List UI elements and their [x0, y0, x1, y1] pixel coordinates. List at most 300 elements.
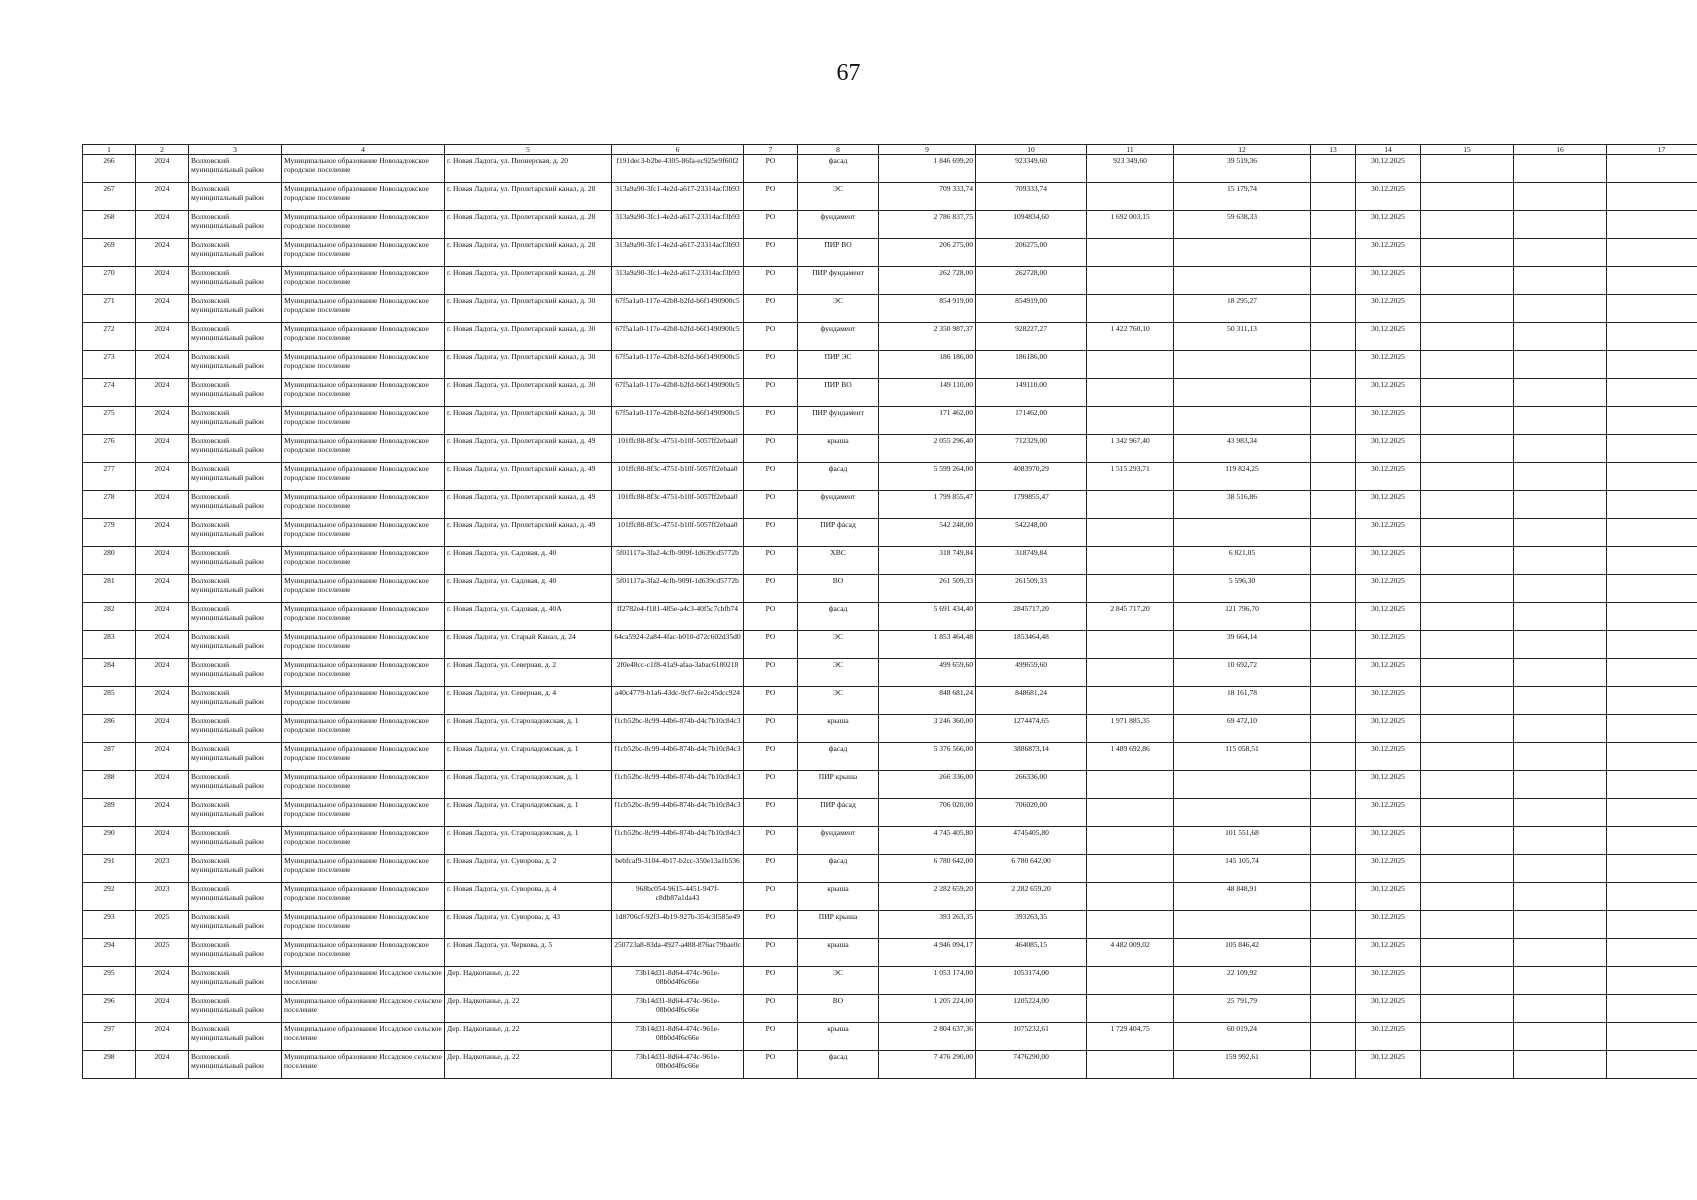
cell-year: 2025: [136, 939, 189, 967]
cell-col-17: [1607, 1051, 1697, 1079]
cell-cost-extra: 43 983,34: [1174, 435, 1311, 463]
cell-program: РО: [744, 603, 798, 631]
cell-cost-extra: 50 311,13: [1174, 323, 1311, 351]
cell-cost-extra: [1174, 519, 1311, 547]
cell-cost-extra: 60 019,24: [1174, 1023, 1311, 1051]
cell-col-16: [1514, 379, 1607, 407]
table-row: [83, 547, 1697, 575]
cell-row-number: 269: [83, 239, 136, 267]
column-header-8: 8: [798, 145, 879, 155]
table-row: [83, 687, 1697, 715]
cell-cost-extra: 39 664,14: [1174, 631, 1311, 659]
cell-col-16: [1514, 575, 1607, 603]
cell-row-number: 266: [83, 155, 136, 183]
table-row: [83, 1051, 1697, 1079]
cell-house-guid: 101ffc88-8f3c-4751-b10f-5057ff2ebaa0: [612, 435, 744, 463]
cell-municipality: Муниципальное образование Новоладожское городское поселение: [282, 827, 445, 855]
table-row: [83, 715, 1697, 743]
cell-program: РО: [744, 547, 798, 575]
cell-col-13: [1311, 379, 1356, 407]
cell-district: Волховский муниципальный район: [189, 939, 282, 967]
cell-municipality: Муниципальное образование Новоладожское городское поселение: [282, 575, 445, 603]
cell-col-13: [1311, 659, 1356, 687]
cell-cost-extra: [1174, 267, 1311, 295]
cell-col-13: [1311, 603, 1356, 631]
cell-col-13: [1311, 1023, 1356, 1051]
cell-col-16: [1514, 547, 1607, 575]
cell-cost-fund: 928227,27: [976, 323, 1087, 351]
cell-municipality: Муниципальное образование Новоладожское городское поселение: [282, 379, 445, 407]
cell-cost-extra: 69 472,10: [1174, 715, 1311, 743]
cell-municipality: Муниципальное образование Новоладожское городское поселение: [282, 687, 445, 715]
cell-cost-fund: 1053174,00: [976, 967, 1087, 995]
cell-col-17: [1607, 715, 1697, 743]
cell-col-15: [1421, 379, 1514, 407]
cell-work-type: ВО: [798, 575, 879, 603]
cell-district: Волховский муниципальный район: [189, 519, 282, 547]
cell-district: Волховский муниципальный район: [189, 995, 282, 1023]
cell-program: РО: [744, 883, 798, 911]
cell-col-13: [1311, 211, 1356, 239]
register-table: [82, 144, 1697, 1079]
cell-total-cost: 706 020,00: [879, 799, 976, 827]
cell-address: г. Новая Ладога, ул. Пролетарский канал, д. 28: [445, 239, 612, 267]
cell-municipality: Муниципальное образование Новоладожское городское поселение: [282, 323, 445, 351]
cell-total-cost: 854 919,00: [879, 295, 976, 323]
cell-row-number: 272: [83, 323, 136, 351]
table-row: [83, 183, 1697, 211]
cell-total-cost: 709 333,74: [879, 183, 976, 211]
cell-col-17: [1607, 547, 1697, 575]
cell-district: Волховский муниципальный район: [189, 407, 282, 435]
table-row: [83, 883, 1697, 911]
cell-total-cost: 2 804 637,36: [879, 1023, 976, 1051]
cell-cost-owners: 1 692 003,15: [1087, 211, 1174, 239]
cell-address: Дер. Надкопанье, д. 22: [445, 1051, 612, 1079]
cell-cost-fund: 712329,00: [976, 435, 1087, 463]
cell-row-number: 278: [83, 491, 136, 519]
cell-row-number: 291: [83, 855, 136, 883]
cell-col-15: [1421, 1023, 1514, 1051]
cell-cost-extra: [1174, 911, 1311, 939]
cell-cost-fund: 3886873,14: [976, 743, 1087, 771]
cell-col-15: [1421, 827, 1514, 855]
cell-col-13: [1311, 463, 1356, 491]
cell-col-16: [1514, 659, 1607, 687]
cell-col-13: [1311, 267, 1356, 295]
cell-year: 2025: [136, 911, 189, 939]
cell-work-type: ЭС: [798, 183, 879, 211]
cell-municipality: Муниципальное образование Новоладожское городское поселение: [282, 491, 445, 519]
cell-municipality: Муниципальное образование Новоладожское городское поселение: [282, 911, 445, 939]
cell-work-type: ЭС: [798, 295, 879, 323]
cell-cost-extra: 25 791,79: [1174, 995, 1311, 1023]
cell-cost-owners: [1087, 407, 1174, 435]
cell-cost-extra: 48 848,91: [1174, 883, 1311, 911]
cell-address: г. Новая Ладога, ул. Пролетарский канал, д. 49: [445, 519, 612, 547]
cell-address: г. Новая Ладога, ул. Староладожская, д. 1: [445, 799, 612, 827]
cell-year: 2024: [136, 715, 189, 743]
cell-row-number: 274: [83, 379, 136, 407]
cell-municipality: Муниципальное образование Новоладожское городское поселение: [282, 155, 445, 183]
cell-program: РО: [744, 267, 798, 295]
cell-row-number: 282: [83, 603, 136, 631]
cell-total-cost: 262 728,00: [879, 267, 976, 295]
column-header-14: 14: [1356, 145, 1421, 155]
cell-total-cost: 1 846 699,20: [879, 155, 976, 183]
cell-col-16: [1514, 323, 1607, 351]
cell-address: г. Новая Ладога, ул. Пролетарский канал, д. 49: [445, 491, 612, 519]
cell-cost-fund: 1274474,65: [976, 715, 1087, 743]
cell-program: РО: [744, 463, 798, 491]
cell-district: Волховский муниципальный район: [189, 827, 282, 855]
cell-total-cost: 6 780 642,00: [879, 855, 976, 883]
cell-deadline: 30.12.2025: [1356, 155, 1421, 183]
cell-row-number: 298: [83, 1051, 136, 1079]
cell-col-16: [1514, 911, 1607, 939]
cell-municipality: Муниципальное образование Новоладожское городское поселение: [282, 351, 445, 379]
cell-row-number: 268: [83, 211, 136, 239]
cell-district: Волховский муниципальный район: [189, 183, 282, 211]
cell-year: 2024: [136, 267, 189, 295]
cell-row-number: 273: [83, 351, 136, 379]
cell-district: Волховский муниципальный район: [189, 155, 282, 183]
cell-col-13: [1311, 1051, 1356, 1079]
cell-cost-extra: [1174, 407, 1311, 435]
cell-program: РО: [744, 827, 798, 855]
cell-address: г. Новая Ладога, ул. Староладожская, д. 1: [445, 771, 612, 799]
cell-cost-extra: 22 109,92: [1174, 967, 1311, 995]
cell-col-17: [1607, 407, 1697, 435]
column-header-9: 9: [879, 145, 976, 155]
cell-col-17: [1607, 631, 1697, 659]
table-row: [83, 295, 1697, 323]
cell-cost-fund: 2845717,20: [976, 603, 1087, 631]
cell-municipality: Муниципальное образование Новоладожское городское поселение: [282, 771, 445, 799]
cell-cost-owners: 1 729 404,75: [1087, 1023, 1174, 1051]
cell-total-cost: 171 462,00: [879, 407, 976, 435]
cell-cost-extra: 119 824,25: [1174, 463, 1311, 491]
table-row: [83, 1023, 1697, 1051]
cell-cost-owners: [1087, 771, 1174, 799]
cell-cost-owners: [1087, 379, 1174, 407]
cell-total-cost: 3 246 360,00: [879, 715, 976, 743]
cell-col-15: [1421, 155, 1514, 183]
cell-work-type: ЭС: [798, 659, 879, 687]
table-row: [83, 575, 1697, 603]
cell-municipality: Муниципальное образование Иссадское сельское поселение: [282, 1051, 445, 1079]
cell-program: РО: [744, 967, 798, 995]
cell-col-16: [1514, 239, 1607, 267]
cell-col-17: [1607, 687, 1697, 715]
cell-work-type: ПИР фасад: [798, 519, 879, 547]
cell-col-16: [1514, 967, 1607, 995]
cell-address: Дер. Надкопанье, д. 22: [445, 1023, 612, 1051]
table-row: [83, 155, 1697, 183]
cell-year: 2024: [136, 995, 189, 1023]
cell-row-number: 281: [83, 575, 136, 603]
cell-house-guid: ff2782e4-f181-485e-a4c3-40f5c7cbfb74: [612, 603, 744, 631]
cell-deadline: 30.12.2025: [1356, 911, 1421, 939]
cell-col-17: [1607, 575, 1697, 603]
cell-house-guid: f1cb52bc-8c99-44b6-874b-d4c7b10c84c3: [612, 799, 744, 827]
cell-col-15: [1421, 183, 1514, 211]
table-row: [83, 603, 1697, 631]
cell-col-13: [1311, 155, 1356, 183]
cell-cost-fund: 1094834,60: [976, 211, 1087, 239]
cell-address: г. Новая Ладога, ул. Пионерская, д. 20: [445, 155, 612, 183]
cell-program: РО: [744, 1023, 798, 1051]
cell-cost-owners: 1 515 293,71: [1087, 463, 1174, 491]
cell-municipality: Муниципальное образование Новоладожское городское поселение: [282, 519, 445, 547]
cell-address: г. Новая Ладога, ул. Пролетарский канал, д. 28: [445, 211, 612, 239]
cell-col-13: [1311, 491, 1356, 519]
cell-col-13: [1311, 715, 1356, 743]
cell-address: г. Новая Ладога, ул. Пролетарский канал, д. 30: [445, 323, 612, 351]
cell-work-type: ПИР фасад: [798, 799, 879, 827]
cell-col-13: [1311, 883, 1356, 911]
cell-house-guid: f1cb52bc-8c99-44b6-874b-d4c7b10c84c3: [612, 715, 744, 743]
cell-row-number: 293: [83, 911, 136, 939]
cell-col-17: [1607, 855, 1697, 883]
cell-district: Волховский муниципальный район: [189, 351, 282, 379]
cell-deadline: 30.12.2025: [1356, 715, 1421, 743]
cell-col-17: [1607, 743, 1697, 771]
cell-district: Волховский муниципальный район: [189, 379, 282, 407]
cell-cost-owners: [1087, 267, 1174, 295]
cell-district: Волховский муниципальный район: [189, 295, 282, 323]
cell-work-type: фундамент: [798, 211, 879, 239]
cell-work-type: фундамент: [798, 827, 879, 855]
cell-total-cost: 149 110,00: [879, 379, 976, 407]
cell-deadline: 30.12.2025: [1356, 771, 1421, 799]
table-row: [83, 267, 1697, 295]
cell-cost-extra: [1174, 351, 1311, 379]
column-header-7: 7: [744, 145, 798, 155]
cell-row-number: 287: [83, 743, 136, 771]
cell-cost-fund: 1205224,00: [976, 995, 1087, 1023]
cell-work-type: фасад: [798, 743, 879, 771]
column-header-12: 12: [1174, 145, 1311, 155]
cell-municipality: Муниципальное образование Новоладожское городское поселение: [282, 883, 445, 911]
cell-municipality: Муниципальное образование Новоладожское городское поселение: [282, 211, 445, 239]
cell-deadline: 30.12.2025: [1356, 687, 1421, 715]
cell-row-number: 297: [83, 1023, 136, 1051]
cell-cost-fund: 149110,00: [976, 379, 1087, 407]
cell-col-15: [1421, 687, 1514, 715]
cell-work-type: фасад: [798, 155, 879, 183]
cell-house-guid: 67f5a1a0-117e-42b8-b2fd-b6f1490900c5: [612, 295, 744, 323]
cell-municipality: Муниципальное образование Новоладожское городское поселение: [282, 603, 445, 631]
cell-district: Волховский муниципальный район: [189, 715, 282, 743]
cell-address: г. Новая Ладога, ул. Суворова, д. 2: [445, 855, 612, 883]
cell-cost-fund: 1799855,47: [976, 491, 1087, 519]
cell-total-cost: 499 659,60: [879, 659, 976, 687]
cell-col-16: [1514, 855, 1607, 883]
cell-program: РО: [744, 911, 798, 939]
cell-total-cost: 5 691 434,40: [879, 603, 976, 631]
cell-col-16: [1514, 351, 1607, 379]
cell-col-15: [1421, 883, 1514, 911]
cell-col-17: [1607, 267, 1697, 295]
cell-house-guid: f1cb52bc-8c99-44b6-874b-d4c7b10c84c3: [612, 771, 744, 799]
cell-program: РО: [744, 995, 798, 1023]
table-row: [83, 435, 1697, 463]
cell-year: 2024: [136, 407, 189, 435]
cell-cost-extra: 15 179,74: [1174, 183, 1311, 211]
cell-house-guid: 67f5a1a0-117e-42b8-b2fd-b6f1490900c5: [612, 323, 744, 351]
cell-total-cost: 261 509,33: [879, 575, 976, 603]
table-row: [83, 631, 1697, 659]
cell-deadline: 30.12.2025: [1356, 939, 1421, 967]
cell-row-number: 276: [83, 435, 136, 463]
cell-work-type: ПИР фундамент: [798, 407, 879, 435]
cell-total-cost: 4 745 405,80: [879, 827, 976, 855]
cell-cost-extra: 10 692,72: [1174, 659, 1311, 687]
cell-municipality: Муниципальное образование Новоладожское городское поселение: [282, 547, 445, 575]
cell-col-15: [1421, 799, 1514, 827]
cell-municipality: Муниципальное образование Новоладожское городское поселение: [282, 743, 445, 771]
cell-program: РО: [744, 211, 798, 239]
cell-col-16: [1514, 519, 1607, 547]
table-row: [83, 995, 1697, 1023]
cell-house-guid: 73b14d31-8d64-474c-961e-08b0d4f6c66e: [612, 1051, 744, 1079]
table-row: [83, 771, 1697, 799]
cell-year: 2024: [136, 659, 189, 687]
cell-year: 2024: [136, 155, 189, 183]
cell-cost-owners: [1087, 799, 1174, 827]
table-row: [83, 967, 1697, 995]
cell-row-number: 267: [83, 183, 136, 211]
cell-program: РО: [744, 659, 798, 687]
cell-work-type: ПИР ЭС: [798, 351, 879, 379]
cell-work-type: ПИР крыша: [798, 771, 879, 799]
cell-col-15: [1421, 967, 1514, 995]
cell-house-guid: 101ffc88-8f3c-4751-b10f-5057ff2ebaa0: [612, 519, 744, 547]
cell-deadline: 30.12.2025: [1356, 323, 1421, 351]
cell-district: Волховский муниципальный район: [189, 911, 282, 939]
cell-district: Волховский муниципальный район: [189, 799, 282, 827]
table-row: [83, 323, 1697, 351]
cell-year: 2024: [136, 743, 189, 771]
cell-cost-fund: 1075232,61: [976, 1023, 1087, 1051]
cell-house-guid: 968bc054-9615-4451-947f-c8db87a1da43: [612, 883, 744, 911]
cell-year: 2024: [136, 603, 189, 631]
cell-row-number: 290: [83, 827, 136, 855]
cell-work-type: крыша: [798, 883, 879, 911]
cell-col-15: [1421, 603, 1514, 631]
cell-cost-owners: [1087, 995, 1174, 1023]
cell-house-guid: 67f5a1a0-117e-42b8-b2fd-b6f1490900c5: [612, 379, 744, 407]
cell-cost-owners: [1087, 547, 1174, 575]
cell-cost-fund: 186186,00: [976, 351, 1087, 379]
cell-col-13: [1311, 855, 1356, 883]
cell-row-number: 280: [83, 547, 136, 575]
cell-col-15: [1421, 1051, 1514, 1079]
cell-district: Волховский муниципальный район: [189, 743, 282, 771]
cell-deadline: 30.12.2025: [1356, 239, 1421, 267]
cell-total-cost: 2 055 296,40: [879, 435, 976, 463]
cell-year: 2024: [136, 967, 189, 995]
cell-municipality: Муниципальное образование Новоладожское городское поселение: [282, 435, 445, 463]
cell-house-guid: 101ffc88-8f3c-4751-b10f-5057ff2ebaa0: [612, 463, 744, 491]
cell-total-cost: 5 376 566,00: [879, 743, 976, 771]
cell-year: 2024: [136, 631, 189, 659]
cell-work-type: крыша: [798, 715, 879, 743]
cell-col-15: [1421, 239, 1514, 267]
cell-address: г. Новая Ладога, ул. Пролетарский канал, д. 30: [445, 379, 612, 407]
cell-col-13: [1311, 435, 1356, 463]
cell-col-15: [1421, 407, 1514, 435]
cell-col-17: [1607, 351, 1697, 379]
cell-cost-fund: 7476290,00: [976, 1051, 1087, 1079]
cell-cost-owners: [1087, 967, 1174, 995]
cell-work-type: ХВС: [798, 547, 879, 575]
column-header-13: 13: [1311, 145, 1356, 155]
cell-district: Волховский муниципальный район: [189, 1051, 282, 1079]
cell-municipality: Муниципальное образование Новоладожское городское поселение: [282, 463, 445, 491]
cell-municipality: Муниципальное образование Новоладожское городское поселение: [282, 631, 445, 659]
cell-house-guid: f191dec3-b2be-4305-86fa-ec925e9f60f2: [612, 155, 744, 183]
table-row: [83, 463, 1697, 491]
column-header-17: 17: [1607, 145, 1697, 155]
cell-col-13: [1311, 911, 1356, 939]
cell-col-15: [1421, 547, 1514, 575]
cell-col-15: [1421, 519, 1514, 547]
cell-program: РО: [744, 855, 798, 883]
cell-cost-owners: [1087, 687, 1174, 715]
cell-col-16: [1514, 603, 1607, 631]
cell-total-cost: 1 205 224,00: [879, 995, 976, 1023]
cell-district: Волховский муниципальный район: [189, 463, 282, 491]
cell-house-guid: 5f01117a-3fa2-4cfb-909f-1d639cd5772b: [612, 575, 744, 603]
cell-year: 2024: [136, 1051, 189, 1079]
cell-address: г. Новая Ладога, ул. Пролетарский канал, д. 49: [445, 463, 612, 491]
cell-col-17: [1607, 183, 1697, 211]
cell-col-13: [1311, 407, 1356, 435]
table-row: [83, 799, 1697, 827]
cell-cost-owners: 1 342 967,40: [1087, 435, 1174, 463]
cell-cost-extra: 5 596,30: [1174, 575, 1311, 603]
cell-row-number: 271: [83, 295, 136, 323]
cell-col-16: [1514, 1023, 1607, 1051]
cell-total-cost: 5 599 264,00: [879, 463, 976, 491]
cell-year: 2024: [136, 463, 189, 491]
cell-total-cost: 318 749,84: [879, 547, 976, 575]
cell-program: РО: [744, 435, 798, 463]
cell-municipality: Муниципальное образование Новоладожское городское поселение: [282, 939, 445, 967]
cell-cost-owners: 1 489 692,86: [1087, 743, 1174, 771]
cell-total-cost: 7 476 290,00: [879, 1051, 976, 1079]
cell-col-16: [1514, 295, 1607, 323]
cell-work-type: ПИР фундамент: [798, 267, 879, 295]
cell-col-17: [1607, 799, 1697, 827]
cell-col-13: [1311, 295, 1356, 323]
cell-col-13: [1311, 519, 1356, 547]
cell-deadline: 30.12.2025: [1356, 211, 1421, 239]
cell-col-17: [1607, 463, 1697, 491]
cell-row-number: 288: [83, 771, 136, 799]
cell-cost-extra: 105 846,42: [1174, 939, 1311, 967]
cell-total-cost: 4 946 094,17: [879, 939, 976, 967]
cell-deadline: 30.12.2025: [1356, 183, 1421, 211]
cell-address: Дер. Надкопанье, д. 22: [445, 995, 612, 1023]
table-row: [83, 743, 1697, 771]
cell-work-type: фундамент: [798, 491, 879, 519]
cell-cost-fund: 923349,60: [976, 155, 1087, 183]
cell-district: Волховский муниципальный район: [189, 967, 282, 995]
cell-deadline: 30.12.2025: [1356, 855, 1421, 883]
